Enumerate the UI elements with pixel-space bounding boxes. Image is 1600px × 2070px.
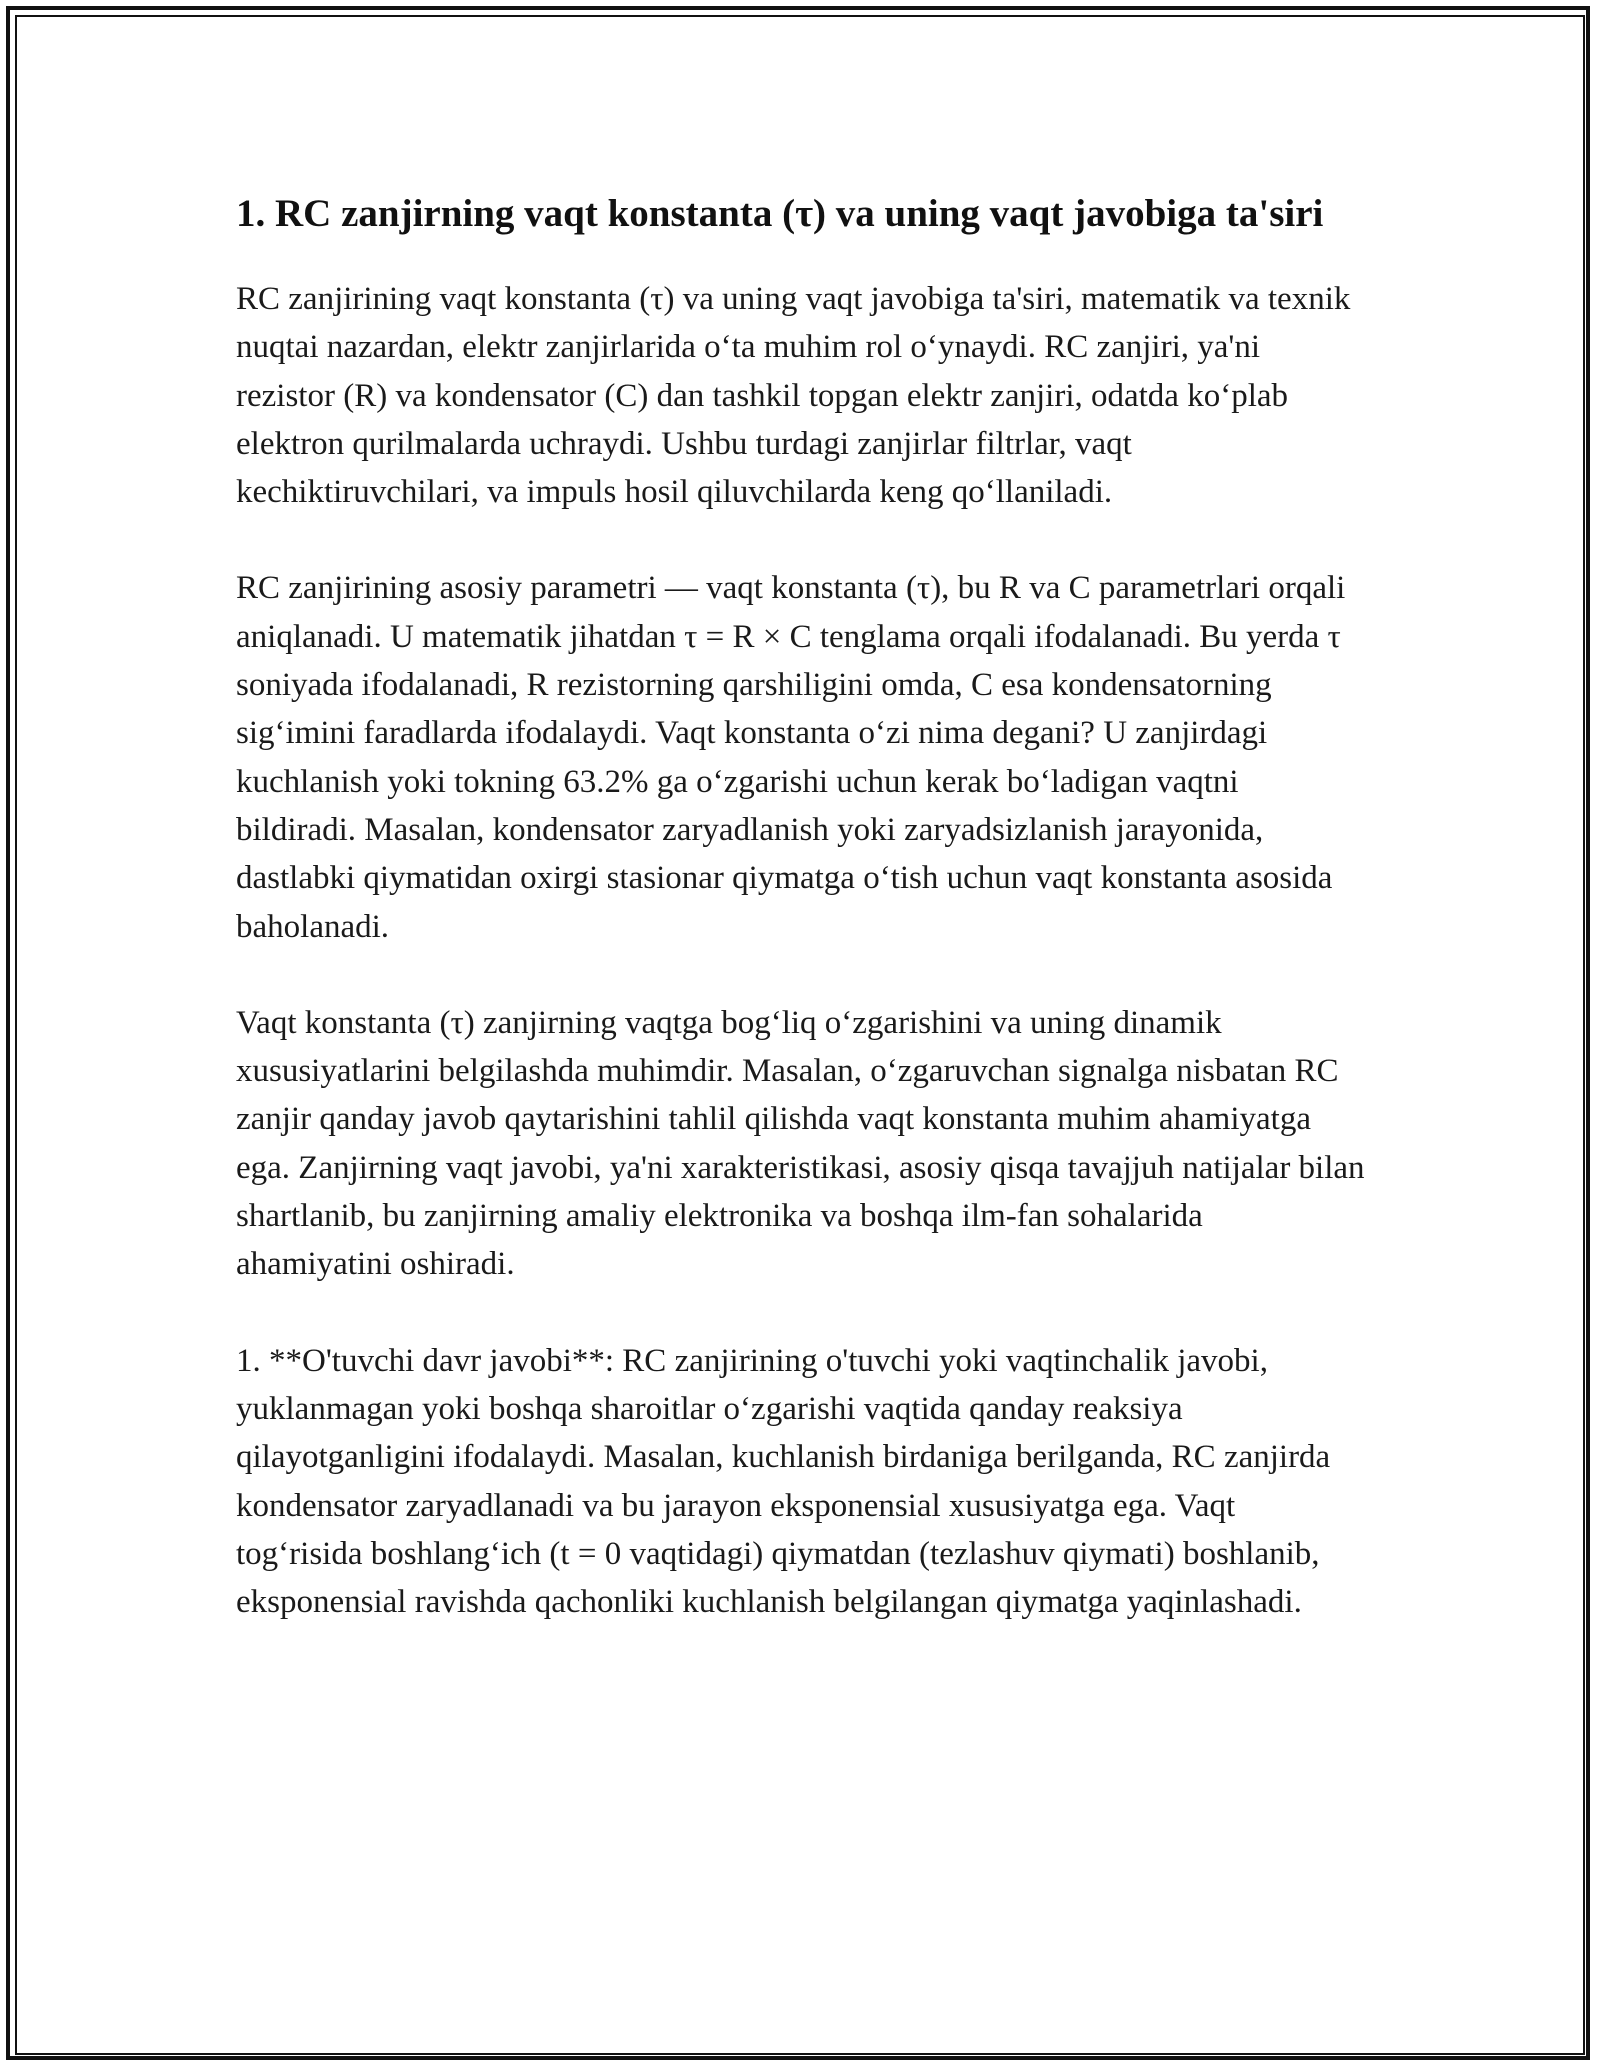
section-heading: 1. RC zanjirning vaqt konstanta (τ) va uning vaqt javobiga ta'siri — [236, 192, 1324, 235]
paragraph-transient-response: 1. **O'tuvchi davr javobi**: RC zanjirining o'tuvchi yoki vaqtinchalik javobi, yuklanmagan yoki boshqa sharoitlar o‘zgarishi vaqtida qanday reaksiya qilayotganligini ifodalaydi. Masalan, kuchlanish birdaniga berilganda, RC zanjirda kondensator zaryadlanadi va bu jarayon eksponensial xususiyatga ega. Vaqt tog‘risida boshlang‘ich (t = 0 vaqtidagi) qiymatdan (tezlashuv qiymati) boshlanib, eksponensial ravishda qachonliki kuchlanish belgilangan qiymatga yaqinlashadi. — [236, 1342, 1331, 1621]
paragraph-intro: RC zanjirining vaqt konstanta (τ) va uning vaqt javobiga ta'siri, matematik va texnik nuqtai nazardan, elektr zanjirlarida o‘ta muhim rol o‘ynaydi. RC zanjiri, ya'ni rezistor (R) va kondensator (C) dan tashkil topgan elektr zanjiri, odatda ko‘plab elektron qurilmalarda uchraydi. Ushbu turdagi zanjirlar filtrlar, vaqt kechiktiruvchilari, va impuls hosil qiluvchilarda keng qo‘llaniladi. — [236, 281, 1351, 511]
paragraph-time-constant: RC zanjirining asosiy parametri — vaqt konstanta (τ), bu R va C parametrlari orqali aniqlanadi. U matematik jihatdan τ = R × C tenglama orqali ifodalanadi. Bu yerda τ soniyada ifodalanadi, R rezistorning qarshiligini omda, C esa kondensatorning sig‘imini faradlarda ifodalaydi. Vaqt konstanta o‘zi nima degani? U zanjirdagi kuchlanish yoki tokning 63.2% ga o‘zgarishi uchun kerak bo‘ladigan vaqtni bildiradi. Masalan, kondensator zaryadlanish yoki zaryadsizlanish jarayonida, dastlabki qiymatidan oxirgi stasionar qiymatga o‘tish uchun vaqt konstanta asosida baholanadi. — [236, 570, 1346, 945]
paragraph-dynamics: Vaqt konstanta (τ) zanjirning vaqtga bog‘liq o‘zgarishini va uning dinamik xususiyatlarini belgilashda muhimdir. Masalan, o‘zgaruvchan signalga nisbatan RC zanjir qanday javob qaytarishini tahlil qilishda vaqt konstanta muhim ahamiyatga ega. Zanjirning vaqt javobi, ya'ni xarakteristikasi, asosiy qisqa tavajjuh natijalar bilan shartlanib, bu zanjirning amaliy elektronika va boshqa ilm-fan sohalarida ahamiyatini oshiradi. — [236, 1004, 1365, 1283]
document-body — [236, 186, 1366, 1674]
